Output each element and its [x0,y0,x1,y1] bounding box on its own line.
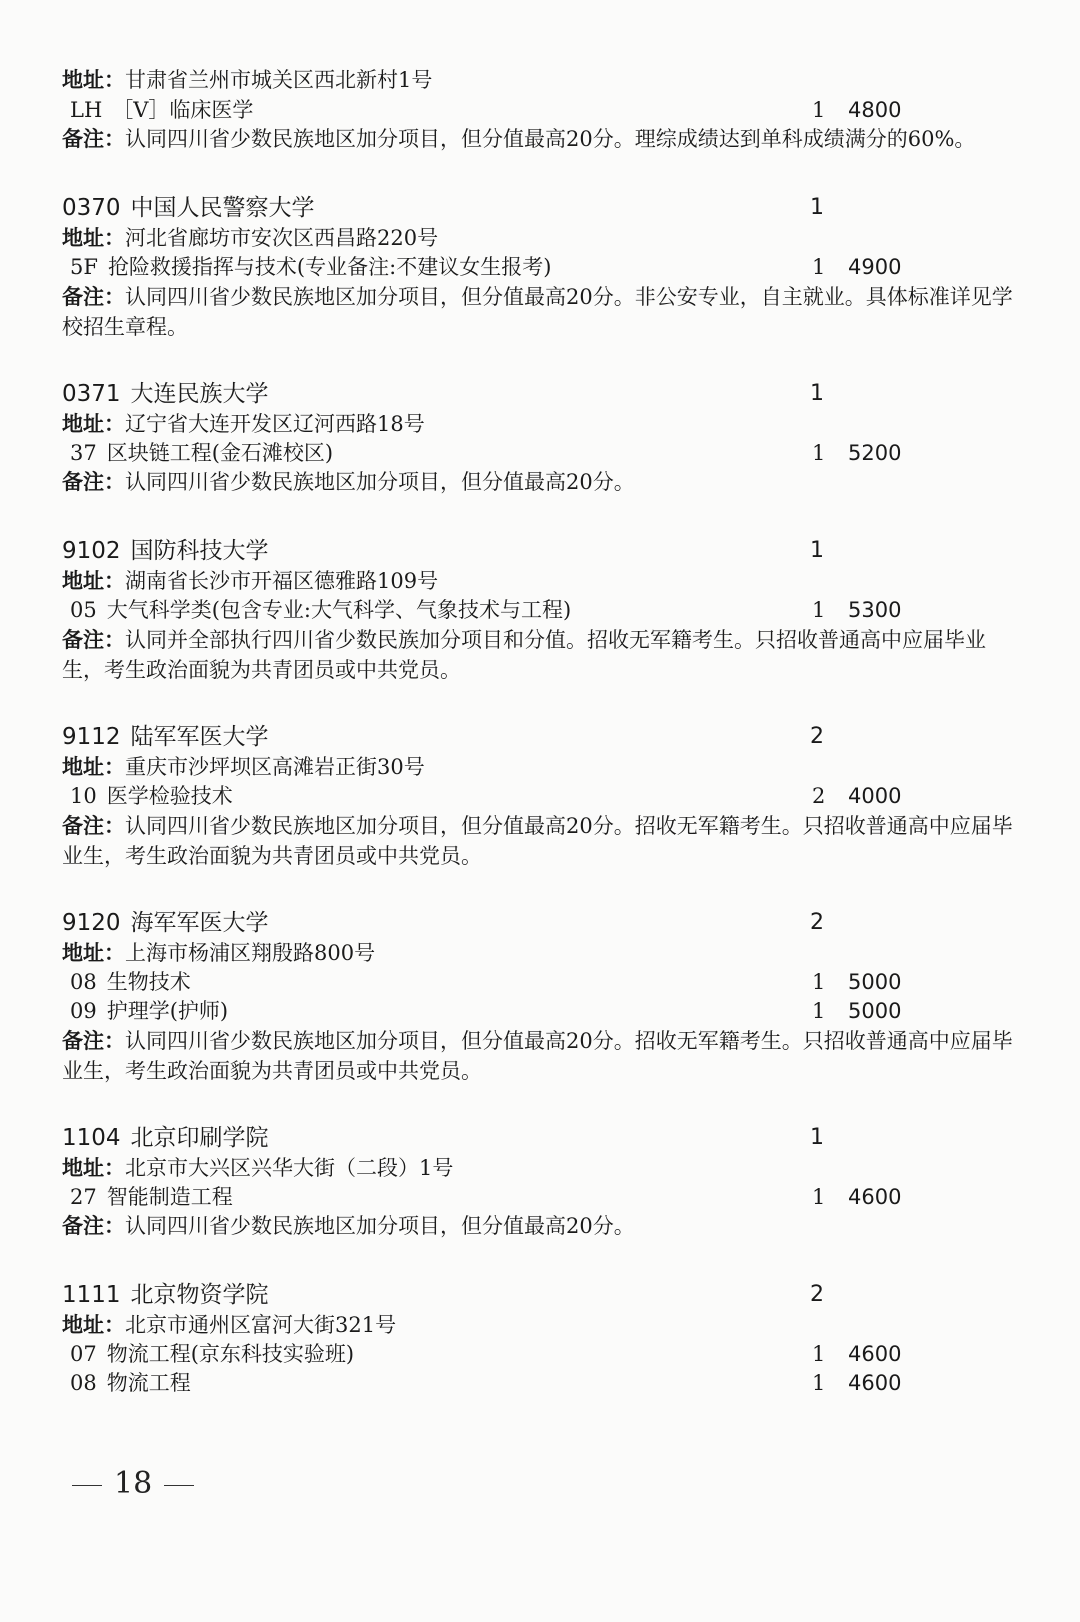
note-label: 备注： [62,1028,125,1053]
major-fee: 4600 [848,1371,902,1395]
major-fee: 5000 [848,970,902,994]
major-code: 37 [70,441,97,465]
school-title [62,536,1022,566]
address-text: 辽宁省大连开发区辽河西路18号 [125,412,425,436]
major-code: 08 [70,970,97,994]
major-plan: 1 [812,598,826,622]
school-name: 大连民族大学 [130,381,269,407]
note-label: 备注： [62,813,125,838]
school-total: 2 [810,1282,824,1307]
page-number: 18 [114,1466,153,1501]
major-name: 生物技术 [106,970,191,994]
school-code: 0370 [62,195,121,221]
note-label: 备注： [62,1213,125,1238]
address-text: 北京市通州区富河大街321号 [125,1313,397,1337]
school-code: 9120 [62,910,121,936]
major-code: 27 [70,1185,97,1209]
page-number-footer [60,1466,206,1502]
address-line [62,567,1022,595]
major-code: 10 [70,784,97,808]
school-total: 1 [810,538,824,563]
major-code: LH [70,98,103,122]
note-text: 认同四川省少数民族地区加分项目，但分值最高20分。 [125,470,635,494]
address-label: 地址： [62,754,125,779]
major-fee: 4800 [848,98,902,122]
address-text: 湖南省长沙市开福区德雅路109号 [125,569,439,593]
note-label: 备注： [62,284,125,309]
address-line [62,66,1022,94]
note-line [62,125,1022,153]
school-code: 1111 [62,1282,121,1308]
major-code: 07 [70,1342,97,1366]
note-label: 备注： [62,469,125,494]
note-label: 备注： [62,126,125,151]
major-name: ［V］临床医学 [112,98,254,122]
school-title [62,1123,1022,1153]
address-text: 河北省廊坊市安次区西昌路220号 [125,226,439,250]
major-plan: 1 [812,999,826,1023]
major-code: 05 [70,598,97,622]
address-label: 地址： [62,568,125,593]
school-name: 中国人民警察大学 [130,195,315,221]
major-fee: 4600 [848,1342,902,1366]
major-name: 大气科学类(包含专业:大气科学、气象技术与工程) [106,598,572,622]
address-text: 重庆市沙坪坝区高滩岩正街30号 [125,755,425,779]
major-fee: 4000 [848,784,902,808]
school-total: 2 [810,910,824,935]
major-plan: 1 [812,1185,826,1209]
address-label: 地址： [62,1155,125,1180]
school-code: 9112 [62,724,121,750]
major-code: 5F [70,255,98,279]
major-plan: 1 [812,98,826,122]
major-fee: 5000 [848,999,902,1023]
school-title [62,908,1022,938]
major-plan: 1 [812,255,826,279]
major-name: 物流工程 [106,1371,191,1395]
school-code: 0371 [62,381,121,407]
major-fee: 5200 [848,441,902,465]
note-text: 认同并全部执行四川省少数民族加分项目和分值。招收无军籍考生。只招收普通高中应届毕业生，考生政治面貌为共青团员或中共党员。 [62,628,986,682]
major-name: 抢险救援指挥与技术(专业备注:不建议女生报考) [107,255,552,279]
major-plan: 1 [812,441,826,465]
school-name: 北京物资学院 [130,1282,269,1308]
note-line [62,282,1022,342]
major-name: 物流工程(京东科技实验班) [106,1342,355,1366]
note-line [62,811,1022,871]
address-line [62,753,1022,781]
address-text: 上海市杨浦区翔殷路800号 [125,941,376,965]
address-line [62,939,1022,967]
school-title [62,379,1022,409]
note-text: 认同四川省少数民族地区加分项目，但分值最高20分。非公安专业，自主就业。具体标准详见学校招生章程。 [62,285,1013,339]
left-dash [72,1485,102,1486]
address-line [62,410,1022,438]
right-dash [164,1485,194,1486]
address-label: 地址： [62,225,125,250]
address-text: 北京市大兴区兴华大街（二段）1号 [125,1156,454,1180]
major-fee: 4900 [848,255,902,279]
school-total: 1 [810,1125,824,1150]
major-plan: 1 [812,1342,826,1366]
major-name: 智能制造工程 [106,1185,233,1209]
school-name: 陆军军医大学 [130,724,269,750]
address-text: 甘肃省兰州市城关区西北新村1号 [125,68,433,92]
major-fee: 4600 [848,1185,902,1209]
address-label: 地址： [62,940,125,965]
address-line [62,224,1022,252]
school-total: 1 [810,195,824,220]
major-name: 区块链工程(金石滩校区) [106,441,334,465]
note-text: 认同四川省少数民族地区加分项目，但分值最高20分。 [125,1214,635,1238]
note-line [62,1026,1022,1086]
note-label: 备注： [62,627,125,652]
major-plan: 1 [812,970,826,994]
school-title [62,722,1022,752]
address-label: 地址： [62,411,125,436]
school-total: 2 [810,724,824,749]
note-line [62,625,1022,685]
note-line [62,1212,1022,1240]
school-name: 国防科技大学 [130,538,269,564]
school-code: 1104 [62,1125,121,1151]
school-total: 1 [810,381,824,406]
major-plan: 1 [812,1371,826,1395]
major-name: 护理学(护师) [106,999,229,1023]
school-name: 北京印刷学院 [130,1125,269,1151]
note-text: 认同四川省少数民族地区加分项目，但分值最高20分。招收无军籍考生。只招收普通高中应届毕业生，考生政治面貌为共青团员或中共党员。 [62,1029,1013,1083]
school-title [62,193,1022,223]
note-text: 认同四川省少数民族地区加分项目，但分值最高20分。招收无军籍考生。只招收普通高中应届毕业生，考生政治面貌为共青团员或中共党员。 [62,814,1013,868]
major-code: 09 [70,999,97,1023]
note-text: 认同四川省少数民族地区加分项目，但分值最高20分。理综成绩达到单科成绩满分的60%。 [125,127,976,151]
school-name: 海军军医大学 [130,910,269,936]
major-fee: 5300 [848,598,902,622]
address-line [62,1154,1022,1182]
major-name: 医学检验技术 [106,784,233,808]
school-title [62,1280,1022,1310]
address-label: 地址： [62,67,125,92]
address-label: 地址： [62,1312,125,1337]
address-line [62,1311,1022,1339]
note-line [62,468,1022,496]
school-code: 9102 [62,538,121,564]
major-plan: 2 [812,784,826,808]
major-code: 08 [70,1371,97,1395]
